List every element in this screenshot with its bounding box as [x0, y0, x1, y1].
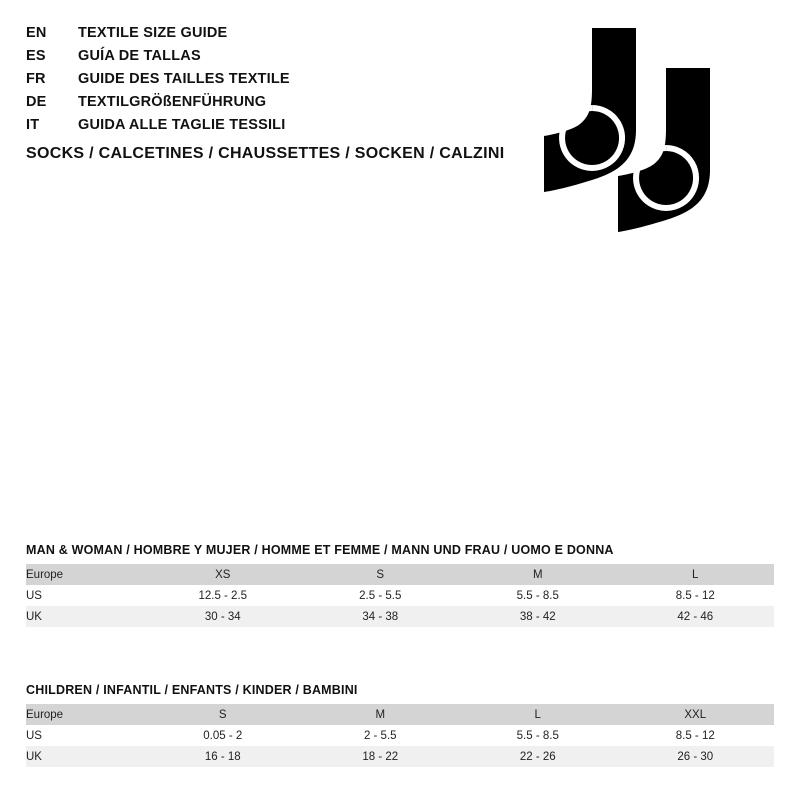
table-row	[26, 585, 774, 606]
children-table-title: CHILDREN / INFANTIL / ENFANTS / KINDER / BAMBINI	[26, 683, 358, 697]
header-label: Europe	[26, 704, 144, 725]
sock-back-shape	[544, 28, 636, 192]
row-label-us: US	[26, 725, 144, 746]
children-size-table	[26, 704, 774, 767]
language-text-en: TEXTILE SIZE GUIDE	[78, 25, 228, 41]
language-code-de: DE	[26, 94, 47, 110]
cell-uk-m: 38 - 42	[459, 606, 617, 627]
language-row-it	[26, 114, 526, 137]
language-code-en: EN	[26, 25, 47, 41]
language-row-de	[26, 91, 526, 114]
table-row	[26, 746, 774, 767]
language-code-fr: FR	[26, 71, 46, 87]
cell-us-xs: 12.5 - 2.5	[144, 585, 302, 606]
cell-uk-l: 22 - 26	[459, 746, 617, 767]
row-label-uk: UK	[26, 746, 144, 767]
language-code-es: ES	[26, 48, 46, 64]
cell-uk-s: 16 - 18	[144, 746, 302, 767]
cell-us-l: 5.5 - 8.5	[459, 725, 617, 746]
children-size-table-section	[26, 683, 774, 767]
table-header-row	[26, 564, 774, 585]
language-list	[26, 22, 526, 137]
man-woman-size-table	[26, 564, 774, 627]
language-text-fr: GUIDE DES TAILLES TEXTILE	[78, 71, 290, 87]
cell-us-s: 0.05 - 2	[144, 725, 302, 746]
row-label-uk: UK	[26, 606, 144, 627]
cell-us-m: 2 - 5.5	[302, 725, 460, 746]
header-size-s: S	[144, 704, 302, 725]
header-size-l: L	[617, 564, 775, 585]
header-size-m: M	[459, 564, 617, 585]
table-row	[26, 725, 774, 746]
language-text-es: GUÍA DE TALLAS	[78, 48, 201, 64]
header-size-xxl: XXL	[617, 704, 775, 725]
cell-us-xxl: 8.5 - 12	[617, 725, 775, 746]
header-size-m: M	[302, 704, 460, 725]
language-text-it: GUIDA ALLE TAGLIE TESSILI	[78, 117, 286, 133]
product-title: SOCKS / CALCETINES / CHAUSSETTES / SOCKEN / CALZINI	[26, 145, 505, 162]
cell-us-l: 8.5 - 12	[617, 585, 775, 606]
cell-us-m: 5.5 - 8.5	[459, 585, 617, 606]
cell-uk-s: 34 - 38	[302, 606, 460, 627]
cell-uk-xxl: 26 - 30	[617, 746, 775, 767]
table-row	[26, 606, 774, 627]
language-text-de: TEXTILGRÖßENFÜHRUNG	[78, 94, 267, 110]
language-code-it: IT	[26, 117, 40, 133]
language-row-es	[26, 45, 526, 68]
language-row-fr	[26, 68, 526, 91]
socks-illustration	[530, 20, 770, 250]
table-header-row	[26, 704, 774, 725]
cell-uk-m: 18 - 22	[302, 746, 460, 767]
man-woman-table-title: MAN & WOMAN / HOMBRE Y MUJER / HOMME ET FEMME / MANN UND FRAU / UOMO E DONNA	[26, 543, 614, 557]
cell-uk-l: 42 - 46	[617, 606, 775, 627]
header-size-xs: XS	[144, 564, 302, 585]
row-label-us: US	[26, 585, 144, 606]
header-label: Europe	[26, 564, 144, 585]
header-size-s: S	[302, 564, 460, 585]
language-row-en	[26, 22, 526, 45]
cell-us-s: 2.5 - 5.5	[302, 585, 460, 606]
man-woman-size-table-section	[26, 543, 774, 627]
header-size-l: L	[459, 704, 617, 725]
cell-uk-xs: 30 - 34	[144, 606, 302, 627]
